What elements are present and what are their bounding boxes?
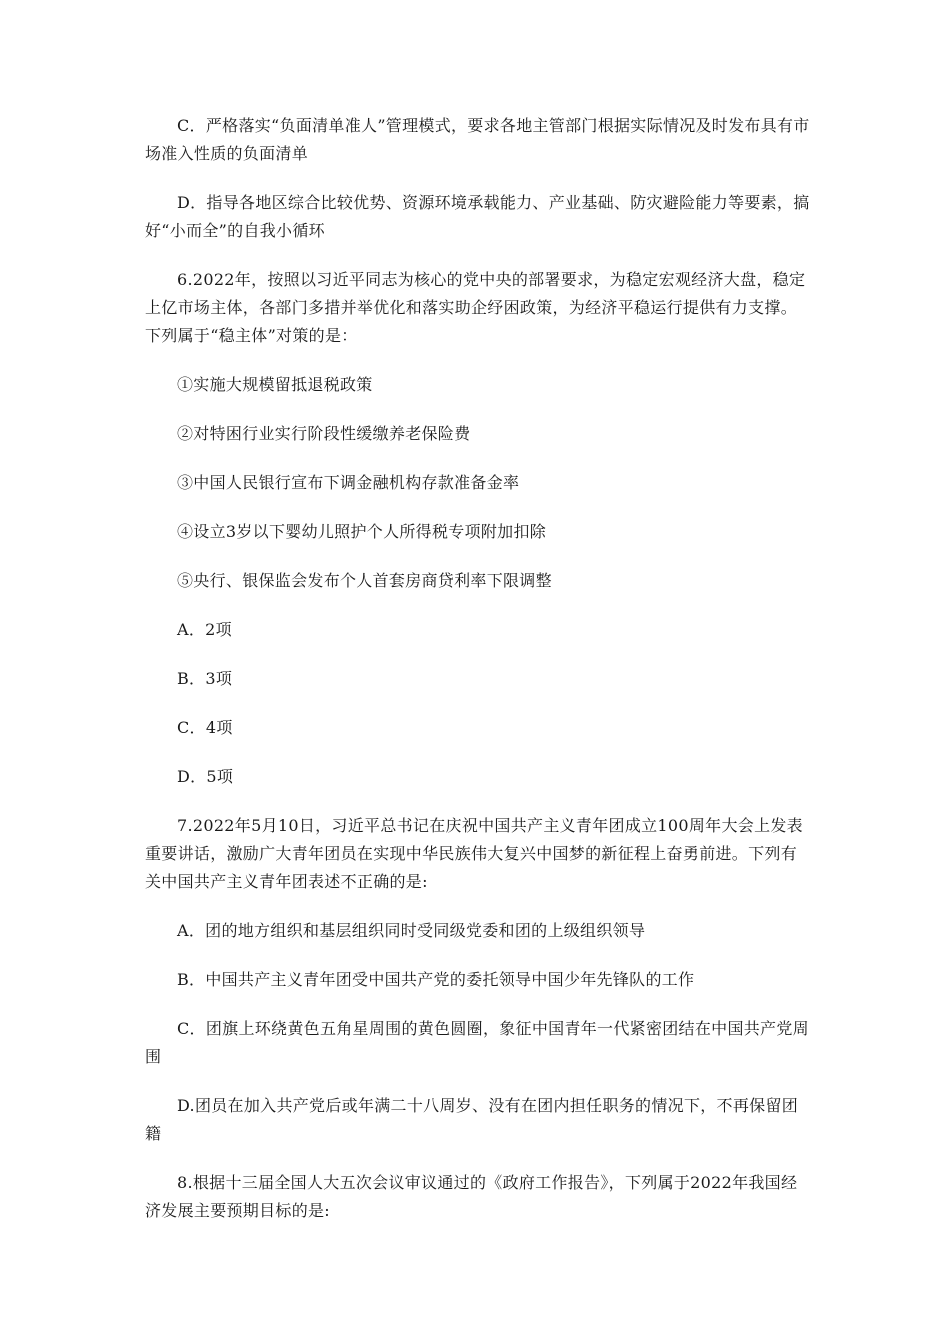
- q6-option-d: D．5项: [177, 767, 234, 786]
- q7-option-d: D.团员在加入共产党后或年满二十八周岁、没有在团内担任职务的情况下，不再保留团籍: [145, 1096, 799, 1143]
- q7-stem: 7.2022年5月10日，习近平总书记在庆祝中国共产主义青年团成立100周年大会上发表重要讲话，激励广大青年团员在实现中华民族伟大复兴中国梦的新征程上奋勇前进。下列有关中国共产主义青年团表述不正确的是:: [145, 816, 803, 891]
- q6-option-b: B．3项: [177, 669, 233, 688]
- document-body: [145, 112, 813, 1246]
- q6-option-c: C．4项: [177, 718, 233, 737]
- q6-statement-3: ③中国人民银行宣布下调金融机构存款准备金率: [177, 473, 520, 492]
- q6-statement-2: ②对特困行业实行阶段性缓缴养老保险费: [177, 424, 471, 443]
- q5-option-c: C．严格落实“负面清单准人”管理模式，要求各地主管部门根据实际情况及时发布具有市场准入性质的负面清单: [145, 116, 810, 163]
- q6-statement-5: ⑤央行、银保监会发布个人首套房商贷利率下限调整: [177, 571, 552, 590]
- q7-option-b: B．中国共产主义青年团受中国共产党的委托领导中国少年先锋队的工作: [177, 970, 695, 989]
- q6-stem: 6.2022年，按照以习近平同志为核心的党中央的部署要求，为稳定宏观经济大盘，稳定上亿市场主体，各部门多措并举优化和落实助企纾困政策，为经济平稳运行提供有力支撑。下列属于“稳主体”对策的是：: [145, 270, 806, 345]
- q6-statement-1: ①实施大规模留抵退税政策: [177, 375, 373, 394]
- q7-option-c: C．团旗上环绕黄色五角星周围的黄色圆圈，象征中国青年一代紧密团结在中国共产党周围: [145, 1019, 809, 1066]
- q5-option-d: D．指导各地区综合比较优势、资源环境承载能力、产业基础、防灾避险能力等要素，搞好“小而全”的自我小循环: [145, 193, 810, 240]
- q8-stem: 8.根据十三届全国人大五次会议审议通过的《政府工作报告》，下列属于2022年我国经济发展主要预期目标的是:: [145, 1173, 798, 1220]
- q6-option-a: A．2项: [177, 620, 232, 639]
- q6-statement-4: ④设立3岁以下婴幼儿照护个人所得税专项附加扣除: [177, 522, 547, 541]
- q7-option-a: A．团的地方组织和基层组织同时受同级党委和团的上级组织领导: [177, 921, 646, 940]
